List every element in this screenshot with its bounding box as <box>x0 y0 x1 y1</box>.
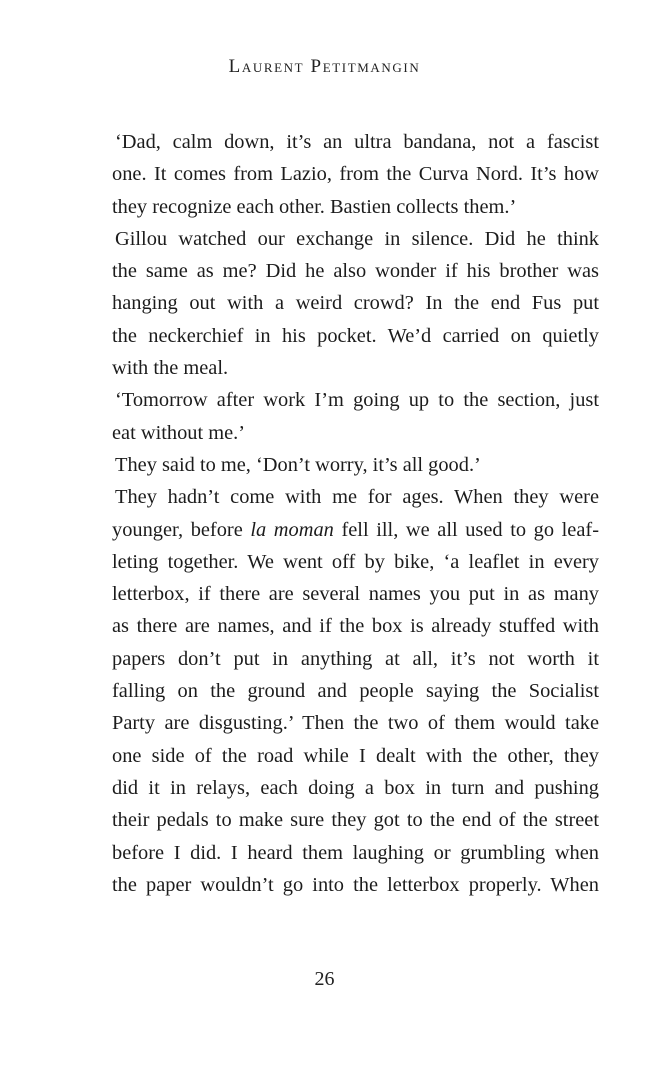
text-line: did it in relays, each doing a box in turn and pushing <box>112 776 599 799</box>
italic-phrase: la moman <box>250 518 334 541</box>
text-line: one. It comes from Lazio, from the Curva Nord. It’s how <box>112 163 599 186</box>
text-line: ‘Tomorrow after work I’m going up to the section, just <box>115 389 599 412</box>
page-number: 26 <box>314 968 335 990</box>
text-line: the paper wouldn’t go into the letterbox properly. When <box>112 873 599 896</box>
text-line: before I did. I heard them laughing or grumbling when <box>112 841 599 864</box>
text-line: Party are disgusting.’ Then the two of them would take <box>112 712 599 735</box>
text-line: as there are names, and if the box is already stuffed with <box>112 615 599 638</box>
text-line: ‘Dad, calm down, it’s an ultra bandana, not a fascist <box>115 131 599 153</box>
text-line: They said to me, ‘Don’t worry, it’s all good.’ <box>115 453 481 476</box>
text-line: one side of the road while I dealt with the other, they <box>112 744 599 767</box>
text-run: younger, before <box>112 518 251 541</box>
text-line: the same as me? Did he also wonder if his brother was <box>112 260 599 283</box>
text-line <box>112 514 599 546</box>
text-line: Gillou watched our exchange in silence. Did he think <box>115 227 599 250</box>
text-line: They hadn’t come with me for ages. When they were <box>115 486 599 509</box>
text-line: with the meal. <box>112 357 229 380</box>
running-head: Laurent Petitmangin <box>228 56 421 77</box>
text-line: falling on the ground and people saying the Socialist <box>112 680 599 703</box>
body-text <box>112 126 599 901</box>
text-run: fell ill, we all used to go leaf- <box>333 518 599 541</box>
text-line: eat without me.’ <box>112 421 246 444</box>
text-line: leting together. We went off by bike, ‘a leaflet in every <box>112 550 599 573</box>
text-line: papers don’t put in anything at all, it’s not worth it <box>112 647 599 670</box>
text-line: the neckerchief in his pocket. We’d carried on quietly <box>112 324 599 347</box>
text-line: letterbox, if there are several names you put in as many <box>112 583 599 606</box>
text-line: they recognize each other. Bastien collects them.’ <box>112 195 517 218</box>
text-line: hanging out with a weird crowd? In the end Fus put <box>112 292 599 315</box>
text-line: their pedals to make sure they got to the end of the street <box>112 809 599 832</box>
